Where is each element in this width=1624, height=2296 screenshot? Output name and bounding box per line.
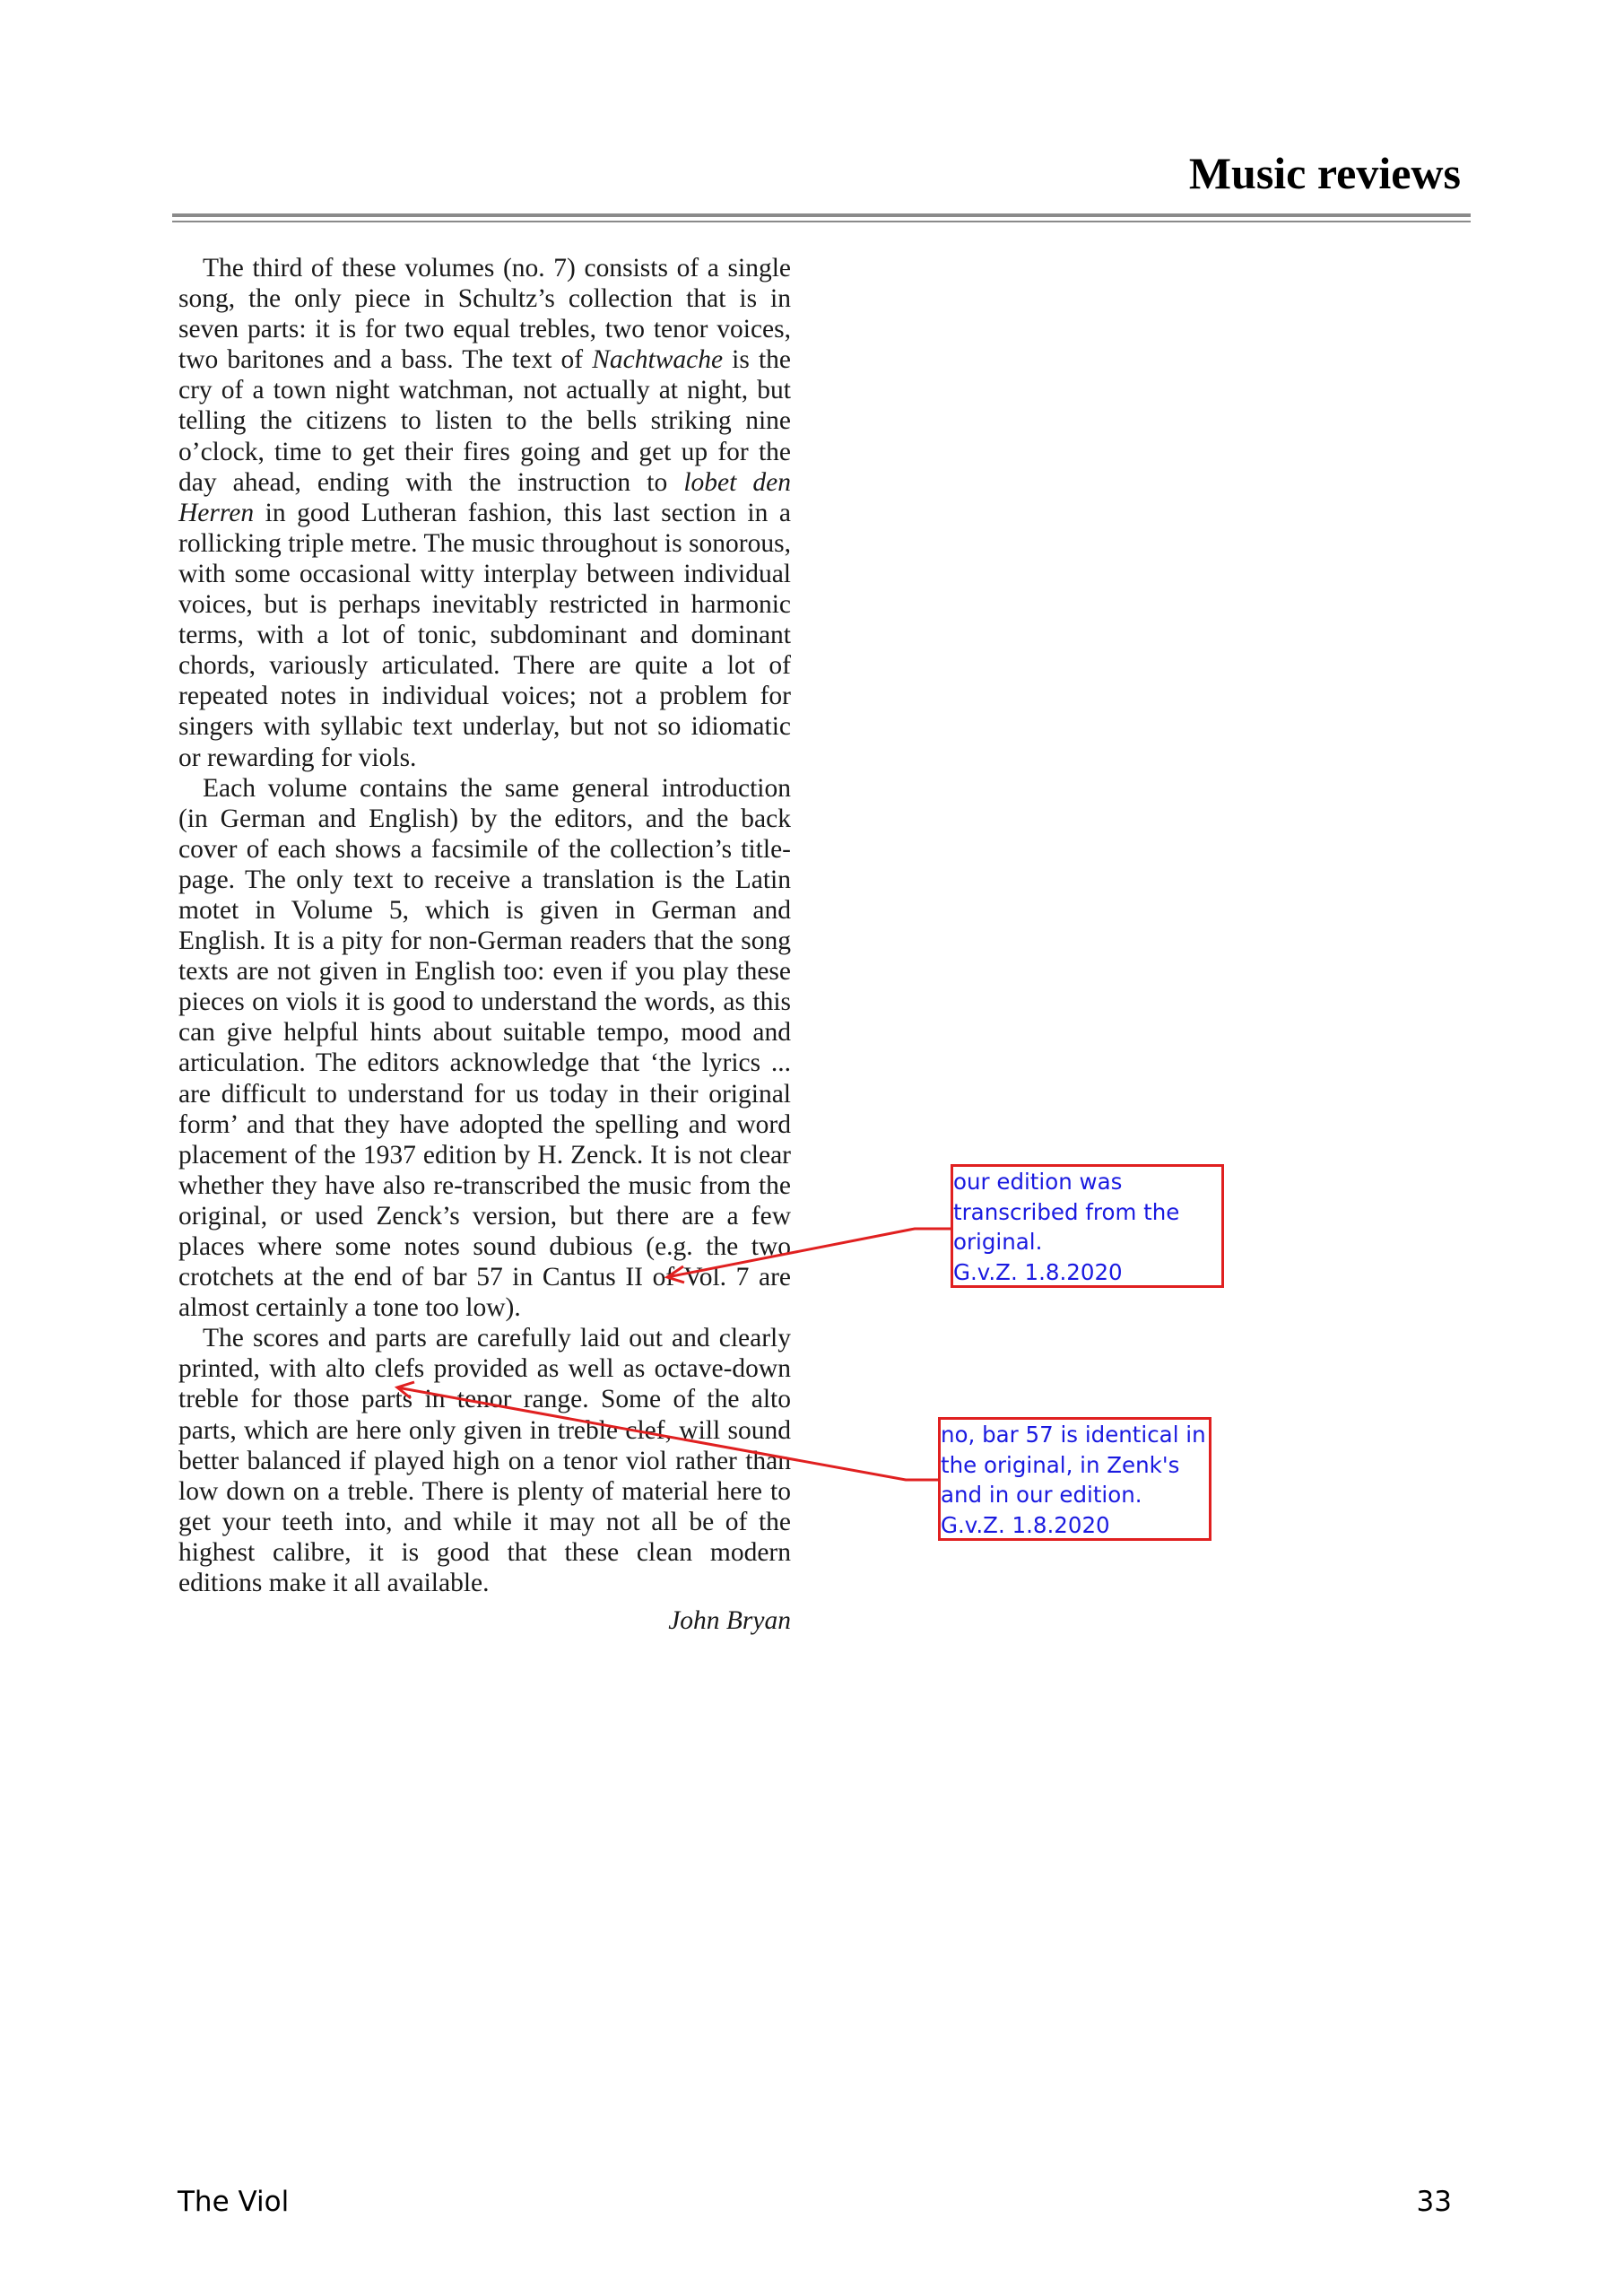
annotation-arrow-2 <box>397 1382 938 1480</box>
annotation-arrow-1 <box>667 1229 951 1283</box>
paragraph-2: Each volume contains the same general introduction (in German and English) by the editors, and the back cover of each shows a facsimile of the collection’s title-page. The only text to receive a translation is the Latin motet in Volume 5, which is given in German and English. It is a pity for non-German readers that the song texts are not given in English too: even if you play these pieces on viols it is good to understand the words, as this can give helpful hints about suitable tempo, mood and articulation. The editors acknowledge that ‘the lyrics ... are difficult to understand for us today in their original form’ and that they have adopted the spelling and word placement of the 1937 edition by H. Zenck. It is not clear whether they have also re-transcribed the music from the original, or used Zenck’s version, but there are a few places where some notes sound dubious (e.g. the two crotchets at the end of bar 57 in Cantus II of Vol. 7 are almost certainly a tone too low). <box>178 773 791 1323</box>
annotation-2-line-3: and in our edition. <box>941 1482 1142 1508</box>
author-signature: John Bryan <box>668 1606 791 1636</box>
paragraph-1-text-b: is the cry of a town night watchman, not actually at night, but telling the citizens to listen to the bells striking nine o’clock, time to get their fires going and get up for the day ahead, ending with the instruction to <box>178 345 792 497</box>
annotation-2-line-4: G.v.Z. 1.8.2020 <box>941 1511 1110 1538</box>
annotation-2-line-1: no, bar 57 is identical in <box>941 1422 1206 1448</box>
paragraph-1-text-a: The third of these volumes (no. 7) consists of a single song, the only piece in Schultz’s collection that is in seven parts: it is for two equal trebles, two tenor voices, two baritones and a bass. The text of <box>178 254 791 375</box>
page-title: Music reviews <box>1188 148 1461 198</box>
italic-phrase-lobet: lobet den Herren <box>178 467 791 527</box>
italic-title-nachtwache: Nachtwache <box>592 345 724 375</box>
paragraph-3: The scores and parts are carefully laid out and clearly printed, with alto clefs provided as well as octave-down treble for those parts in tenor range. Some of the alto parts, which are here only given in treble clef, will sound better balanced if played high on a tenor viol rather than low down on a treble. There is plenty of material here to get your teeth into, and while it may not all be of the highest calibre, it is good that these clean modern editions make it all available. <box>178 1324 791 1598</box>
paragraph-1-text-c: in good Lutheran fashion, this last section in a rollicking triple metre. The music throughout is sonorous, with some occasional witty interplay between individual voices, but is perhaps inevitably restricted in harmonic terms, with a lot of tonic, subdominant and dominant chords, variously articulated. There are quite a lot of repeated notes in individual voices; not a problem for singers with syllabic text underlay, but not so idiomatic or rewarding for viols. <box>178 498 791 772</box>
annotation-note-2[interactable] <box>938 1417 1211 1541</box>
annotation-1-line-4: G.v.Z. 1.8.2020 <box>953 1258 1123 1285</box>
annotation-note-1[interactable] <box>951 1164 1224 1288</box>
footer-page-number: 33 <box>1416 2186 1452 2218</box>
annotation-1-line-3: original. <box>953 1229 1043 1255</box>
footer-journal-name: The Viol <box>178 2186 290 2218</box>
annotation-2-line-2: the original, in Zenk's <box>941 1451 1180 1478</box>
annotation-1-line-2: transcribed from the <box>953 1198 1180 1225</box>
annotation-1-line-1: our edition was <box>953 1169 1123 1195</box>
